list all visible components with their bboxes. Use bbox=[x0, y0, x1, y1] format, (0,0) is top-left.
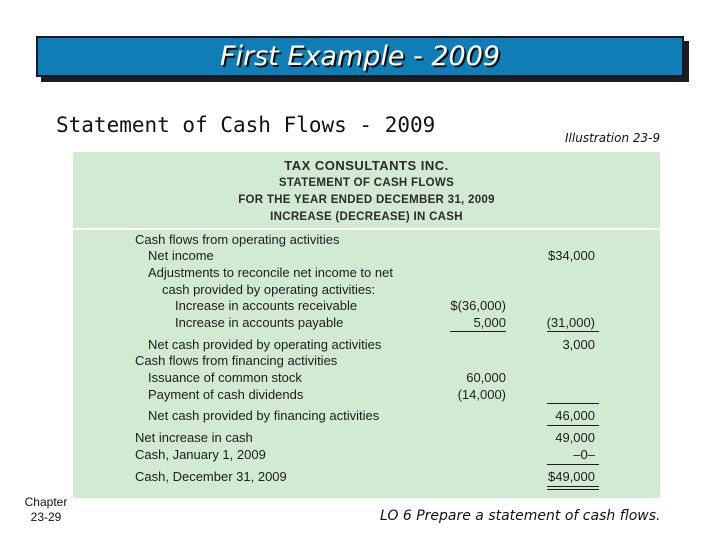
statement-row-label: Increase in accounts receivable bbox=[175, 298, 358, 313]
statement-row-total: $34,000 bbox=[548, 248, 595, 263]
total-double-underline bbox=[547, 489, 599, 490]
statement-title: STATEMENT OF CASH FLOWS bbox=[278, 177, 455, 189]
statement-row-label: Increase in accounts payable bbox=[175, 315, 344, 330]
statement-row-label: Adjustments to reconcile net income to net bbox=[148, 265, 393, 280]
statement-row-total: 46,000 bbox=[555, 408, 595, 423]
statement-row-label: Cash flows from financing activities bbox=[135, 353, 338, 368]
statement-row-label: Net increase in cash bbox=[135, 430, 253, 445]
statement-row-amount: 5,000 bbox=[473, 315, 506, 330]
statement-period: FOR THE YEAR ENDED DECEMBER 31, 2009 bbox=[238, 194, 495, 206]
slide-title: First Example - 2009 bbox=[219, 41, 501, 72]
subtotal-underline bbox=[547, 403, 599, 404]
statement-row-label: Issuance of common stock bbox=[148, 370, 302, 385]
learning-objective: LO 6 Prepare a statement of cash flows. bbox=[380, 508, 661, 524]
statement-row-amount: (14,000) bbox=[457, 387, 506, 402]
statement-row-total: 49,000 bbox=[555, 430, 595, 445]
header-divider bbox=[73, 228, 660, 230]
subtotal-underline bbox=[547, 464, 599, 465]
illustration-label: Illustration 23-9 bbox=[565, 131, 661, 145]
chapter-label-line1: Chapter bbox=[24, 495, 68, 509]
slide-subtitle: Statement of Cash Flows - 2009 bbox=[56, 113, 436, 137]
statement-row-label: Net income bbox=[148, 248, 214, 263]
subtotal-underline bbox=[547, 331, 599, 332]
statement-row-label: Net cash provided by financing activities bbox=[148, 408, 380, 423]
statement-row-label: Cash flows from operating activities bbox=[135, 232, 340, 247]
subtotal-underline bbox=[450, 331, 506, 332]
company-name: TAX CONSULTANTS INC. bbox=[284, 158, 449, 173]
statement-row-label: Payment of cash dividends bbox=[148, 387, 304, 402]
statement-subheading: INCREASE (DECREASE) IN CASH bbox=[270, 211, 463, 223]
chapter-label bbox=[14, 495, 78, 525]
statement-row-total: $49,000 bbox=[548, 469, 595, 484]
statement-row-total: 3,000 bbox=[562, 337, 595, 352]
statement-row-amount: 60,000 bbox=[466, 370, 506, 385]
statement-row-total: (31,000) bbox=[546, 315, 595, 330]
subtotal-underline bbox=[547, 425, 599, 426]
chapter-label-line2: 23-29 bbox=[30, 510, 62, 524]
statement-row-label: Net cash provided by operating activities bbox=[148, 337, 382, 352]
statement-row-label: Cash, December 31, 2009 bbox=[135, 469, 287, 484]
statement-row-label: Cash, January 1, 2009 bbox=[135, 447, 266, 462]
statement-row-total: –0– bbox=[573, 447, 595, 462]
total-double-underline bbox=[547, 486, 599, 487]
statement-row-amount: $(36,000) bbox=[450, 298, 506, 313]
statement-row-label: cash provided by operating activities: bbox=[162, 282, 376, 297]
title-banner bbox=[36, 36, 684, 77]
